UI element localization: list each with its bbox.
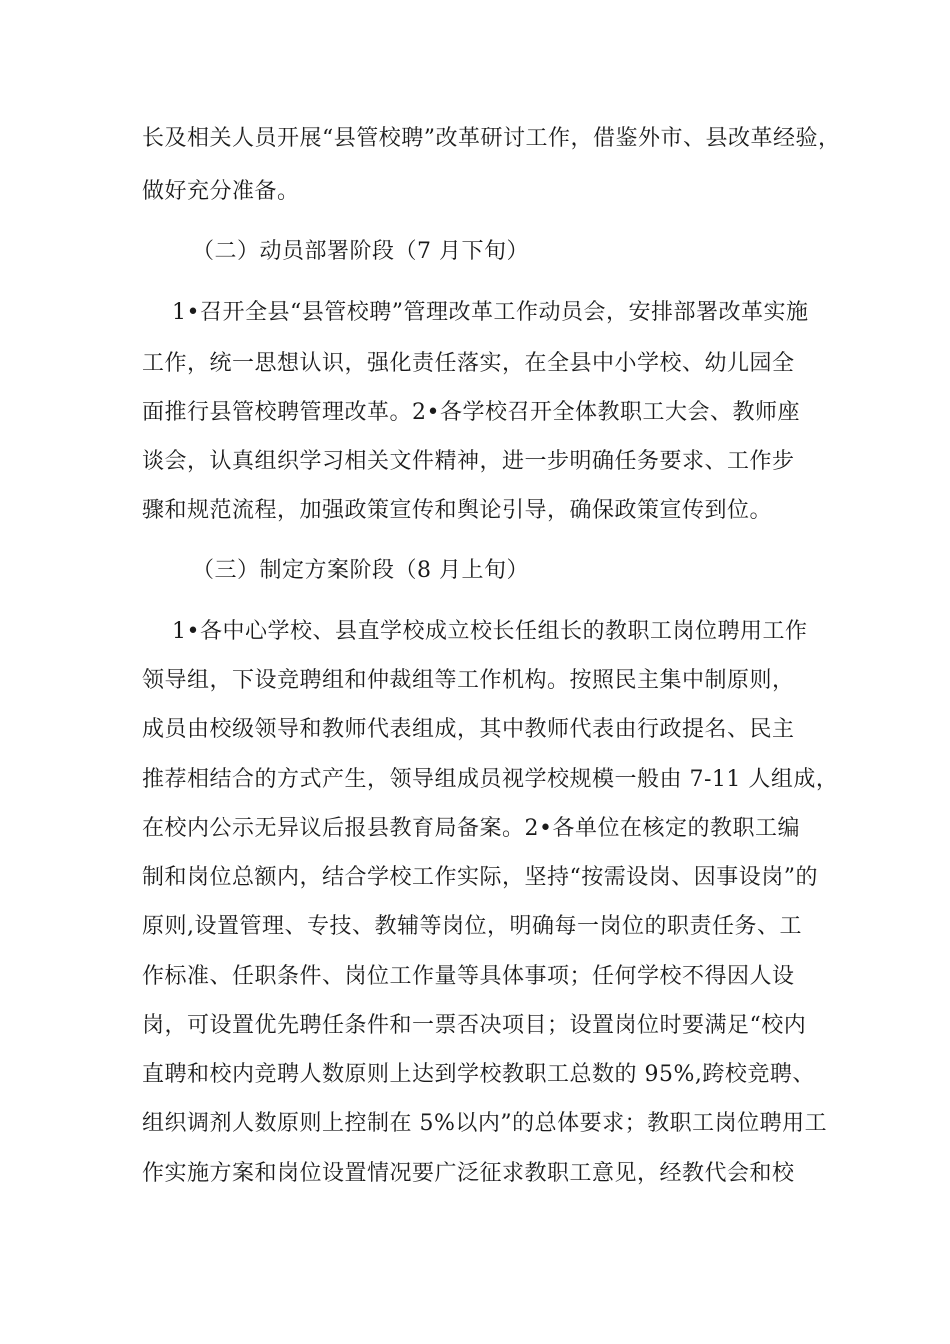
text-line-17: 直聘和校内竞聘人数原则上达到学校教职工总数的 95%,跨校竞聘、: [142, 1062, 815, 1087]
text-line-19: 作实施方案和岗位设置情况要广泛征求教职工意见，经教代会和校: [142, 1161, 795, 1186]
text-line-5: 面推行县管校聘管理改革。2•各学校召开全体教职工大会、教师座: [142, 400, 800, 425]
section-heading-3: （三）制定方案阶段（8 月上旬）: [192, 558, 529, 583]
text-line-9: 领导组，下设竞聘组和仲裁组等工作机构。按照民主集中制原则，: [142, 668, 795, 693]
text-line-12: 在校内公示无异议后报县教育局备案。2•各单位在核定的教职工编: [142, 816, 800, 841]
text-line-7: 骤和规范流程，加强政策宣传和舆论引导，确保政策宣传到位。: [142, 498, 773, 523]
text-line-18: 组织调剂人数原则上控制在 5%以内”的总体要求；教职工岗位聘用工: [142, 1111, 828, 1136]
text-line-11: 推荐相结合的方式产生，领导组成员视学校规模一般由 7-11 人组成，: [142, 767, 839, 792]
text-line-8: 1•各中心学校、县直学校成立校长任组长的教职工岗位聘用工作: [172, 619, 808, 644]
text-line-4: 工作，统一思想认识，强化责任落实，在全县中小学校、幼儿园全: [142, 351, 795, 376]
section-heading-2: （二）动员部署阶段（7 月下旬）: [192, 239, 529, 264]
text-line-10: 成员由校级领导和教师代表组成，其中教师代表由行政提名、民主: [142, 717, 795, 742]
text-line-3: 1•召开全县“县管校聘”管理改革工作动员会，安排部署改革实施: [172, 300, 809, 325]
text-line-1: 长及相关人员开展“县管校聘”改革研讨工作，借鉴外市、县改革经验，: [142, 126, 841, 151]
text-line-16: 岗，可设置优先聘任条件和一票否决项目；设置岗位时要满足“校内: [142, 1013, 807, 1038]
text-line-15: 作标准、任职条件、岗位工作量等具体事项；任何学校不得因人设: [142, 964, 795, 989]
text-line-2: 做好充分准备。: [142, 179, 300, 204]
text-line-13: 制和岗位总额内，结合学校工作实际，坚持“按需设岗、因事设岗”的: [142, 865, 818, 890]
text-line-6: 谈会，认真组织学习相关文件精神，进一步明确任务要求、工作步: [142, 449, 795, 474]
text-line-14: 原则,设置管理、专技、教辅等岗位，明确每一岗位的职责任务、工: [142, 914, 802, 939]
